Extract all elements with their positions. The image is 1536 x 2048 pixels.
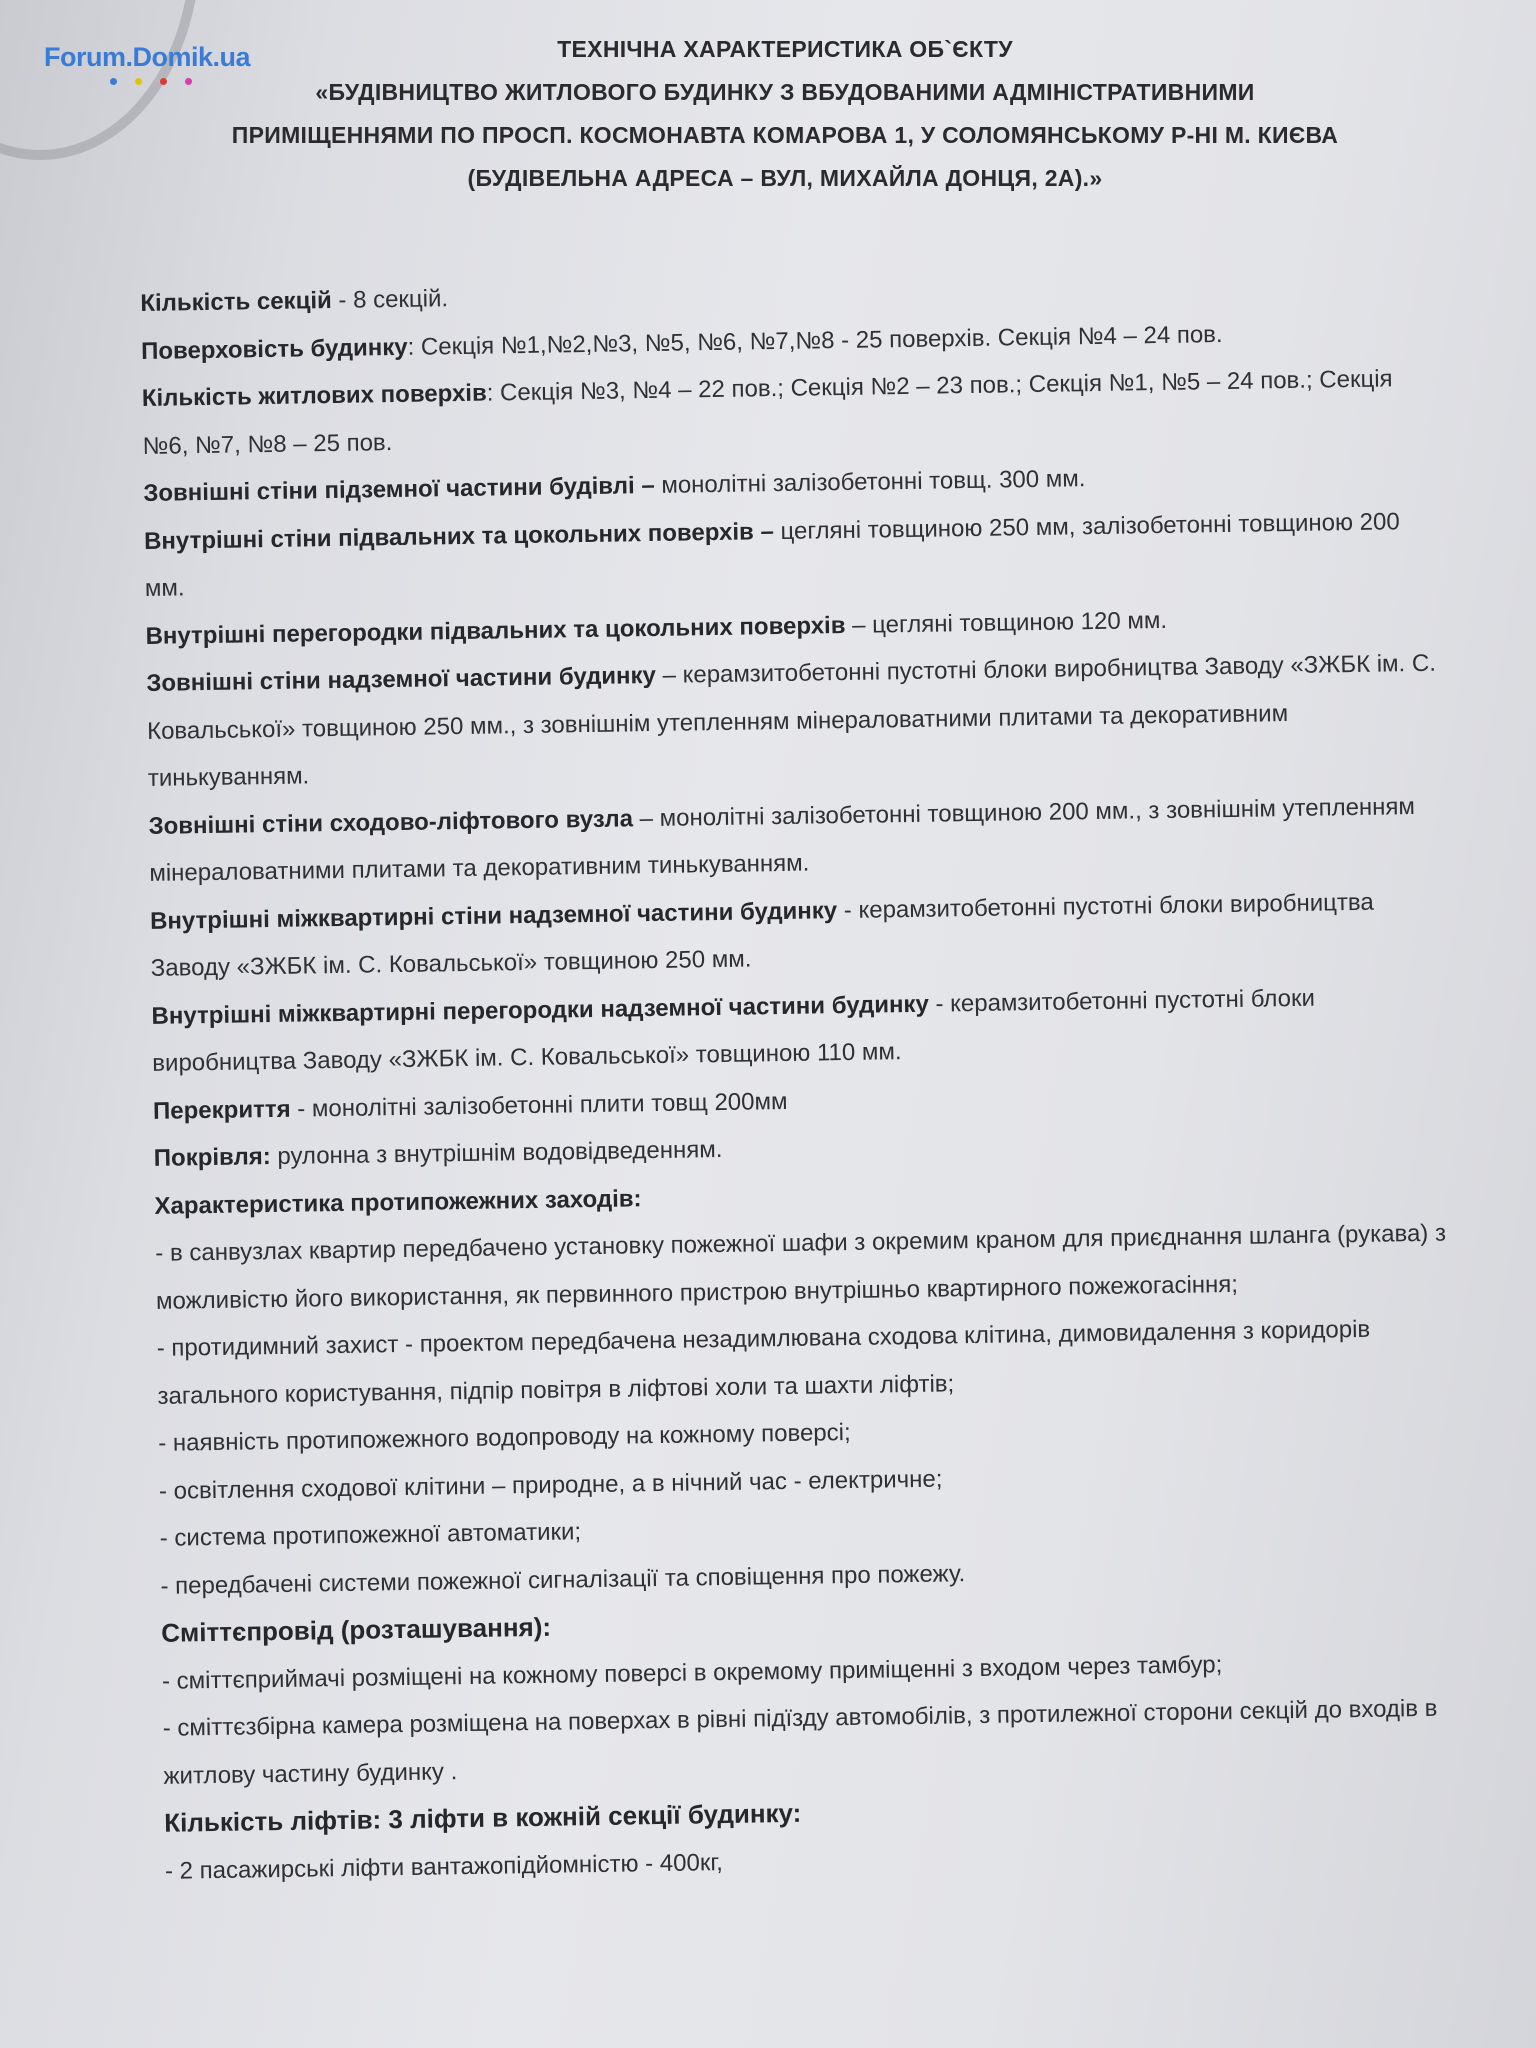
spec-item: Внутрішні міжквартирні стіни надземної частини будинку - керамзитобетонні пустотні блоки виробництва Заводу «ЗЖБК ім. С. Ковальської» товщиною 250 мм. xyxy=(149,888,1374,982)
spec-item: Внутрішні перегородки підвальних та цокольних поверхів – цегляні товщиною 120 мм. xyxy=(145,606,1168,650)
lifts-item: - 2 пасажирські ліфти вантажопідйомністю - 400кг, xyxy=(164,1848,724,1885)
spec-item: Внутрішні міжквартирні перегородки надземної частини будинку - керамзитобетонні пустотні блоки виробництва Заводу «ЗЖБК ім. С. Ковальської» товщиною 110 мм. xyxy=(151,984,1316,1077)
header-line-1: ТЕХНІЧНА ХАРАКТЕРИСТИКА ОБ`ЄКТУ xyxy=(557,36,1013,62)
fire-item: - протидимний захист - проектом передбачена незадимлювана сходова клітина, димовидалення з коридорів загального користування, підпір повітря в ліфтові холи та шахти ліфтів; xyxy=(156,1315,1371,1410)
site-watermark: Forum.Domik.ua xyxy=(44,42,251,72)
spec-item: Кількість житлових поверхів: Секція №3, №4 – 22 пов.; Секція №2 – 23 пов.; Секція №1, №5 – 24 пов.; Секція №6, №7, №8 – 25 пов. xyxy=(141,365,1393,460)
garbage-item: - сміттєзбірна камера розміщена на поверхах в рівні підїзду автомобілів, з протилежної сторони секцій до входів в житлову частину будинку . xyxy=(162,1694,1438,1790)
spec-item: Покрівля: рулонна з внутрішнім водовідведенням. xyxy=(153,1135,723,1172)
fire-heading: Характеристика протипожежних заходів: xyxy=(154,1184,642,1220)
garbage-item: - сміттєприймачі розміщені на кожному поверсі в окремому приміщенні з входом через тамбур; xyxy=(161,1650,1223,1695)
spec-item: Зовнішні стіни сходово-ліфтового вузла – монолітні залізобетонні товщиною 200 мм., з зовнішнім утепленням мінераловатними плитами та декоративним тинькуванням. xyxy=(148,792,1416,887)
garbage-heading: Сміттєпровід (розташування): xyxy=(161,1611,552,1648)
document-body xyxy=(140,260,1465,1895)
spec-item: Перекриття - монолітні залізобетонні плити товщ 200мм xyxy=(152,1087,788,1125)
fire-item: - передбачені системи пожежної сигналізації та сповіщення про пожежу. xyxy=(160,1559,966,1600)
spec-item: Поверховість будинку: Секція №1,№2,№3, №5, №6, №7,№8 - 25 поверхів. Секція №4 – 24 пов. xyxy=(140,320,1223,365)
spec-item: Зовнішні стіни підземної частини будівлі – монолітні залізобетонні товщ. 300 мм. xyxy=(143,465,1086,507)
fire-item: - в санвузлах квартир передбачено установку пожежної шафи з окремим краном для приєднання шланга (рукава) з можливістю його використання, як первинного пристрою внутрішньо квартирного пожежогасіння; xyxy=(155,1219,1447,1315)
header-line-2: «БУДІВНИЦТВО ЖИТЛОВОГО БУДИНКУ З ВБУДОВАНИМИ АДМІНІСТРАТИВНИМИ xyxy=(315,79,1255,105)
header-line-4: (БУДІВЕЛЬНА АДРЕСА – ВУЛ, МИХАЙЛА ДОНЦЯ, 2А).» xyxy=(467,165,1103,191)
header-line-3: ПРИМІЩЕННЯМИ ПО ПРОСП. КОСМОНАВТА КОМАРОВА 1, У СОЛОМЯНСЬКОМУ Р-НІ М. КИЄВА xyxy=(231,122,1339,148)
spec-item: Зовнішні стіни надземної частини будинку – керамзитобетонні пустотні блоки виробництва Заводу «ЗЖБК ім. С. Ковальської» товщиною 250 мм., з зовнішнім утепленням мінераловатними плитами та декоративним тинькуванням. xyxy=(146,649,1437,792)
document-header xyxy=(120,28,1450,200)
lifts-heading: Кількість ліфтів: 3 ліфти в кожній секції будинку: xyxy=(164,1797,802,1838)
spec-item: Кількість секцій - 8 секцій. xyxy=(140,285,449,317)
spec-item: Внутрішні стіни підвальних та цокольних поверхів – цегляні товщиною 250 мм, залізобетонні товщиною 200 мм. xyxy=(143,507,1400,602)
fire-item: - наявність протипожежного водопроводу на кожному поверсі; xyxy=(158,1418,851,1457)
fire-item: - освітлення сходової клітини – природне, а в нічний час - електричне; xyxy=(158,1465,943,1505)
fire-item: - система протипожежної автоматики; xyxy=(159,1518,582,1552)
